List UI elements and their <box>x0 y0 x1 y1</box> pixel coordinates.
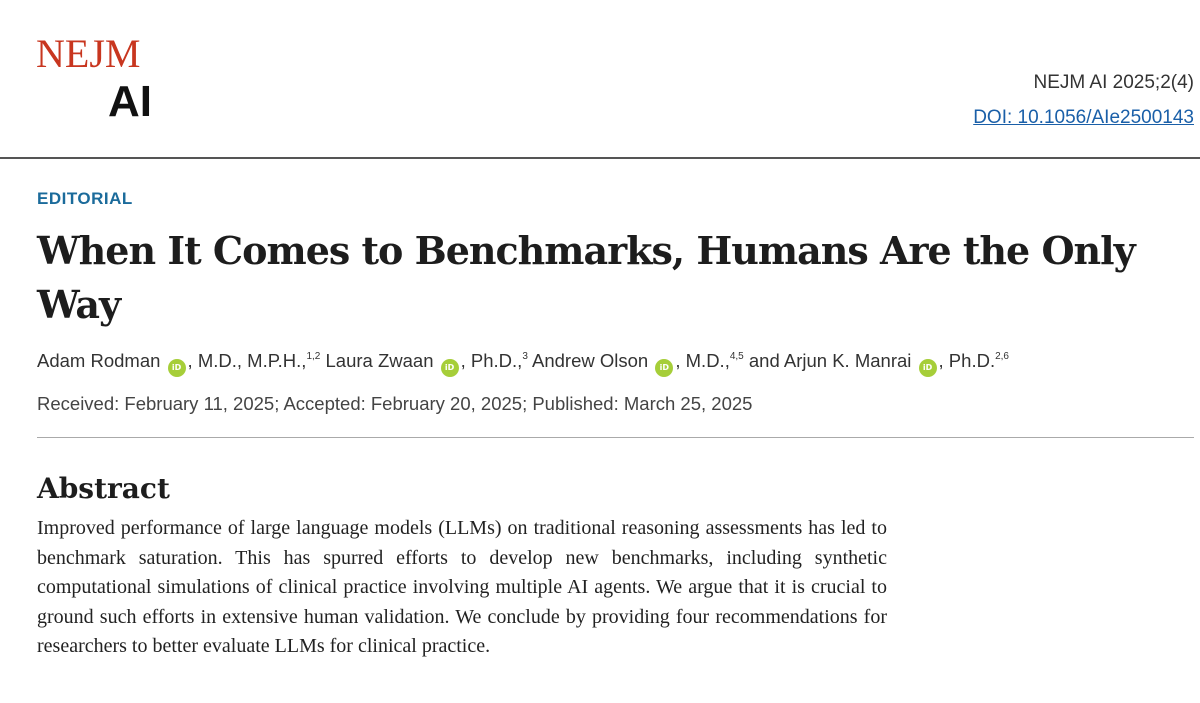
logo-ai-text: AI <box>108 77 152 126</box>
author-conjunction: and <box>748 350 780 371</box>
author-degrees: , M.D., M.P.H., <box>187 350 307 371</box>
orcid-icon[interactable]: iD <box>655 359 673 377</box>
journal-logo[interactable] <box>36 31 176 134</box>
author-name[interactable]: Arjun K. Manrai <box>783 350 912 371</box>
author-degrees: , Ph.D. <box>938 350 996 371</box>
logo-nejm-text: NEJM <box>36 31 141 76</box>
section-divider <box>37 437 1194 438</box>
section-label: EDITORIAL <box>37 189 133 208</box>
author-affiliation: 4,5 <box>729 351 744 362</box>
author-affiliation: 2,6 <box>995 351 1009 362</box>
author-affiliation: 1,2 <box>306 351 321 362</box>
author-name[interactable]: Adam Rodman <box>37 350 161 371</box>
orcid-icon[interactable]: iD <box>919 359 937 377</box>
journal-reference: NEJM AI 2025;2(4) <box>1033 72 1194 93</box>
abstract-heading: Abstract <box>37 472 170 505</box>
abstract-body: Improved performance of large language models (LLMs) on traditional reasoning assessments has led to benchmark saturation. This has spurred efforts to develop new benchmarks, including synthetic computational simulations of clinical practice involving multiple AI agents. We argue that it is crucial to ground such efforts in extensive human validation. We conclude by providing four recommendations for researchers to better evaluate LLMs for clinical practice. <box>37 517 887 657</box>
author-affiliation: 3 <box>522 351 528 362</box>
orcid-icon[interactable]: iD <box>441 359 459 377</box>
author-degrees: , M.D., <box>675 350 730 371</box>
author-degrees: , Ph.D., <box>460 350 523 371</box>
orcid-icon[interactable]: iD <box>168 359 186 377</box>
doi-link[interactable]: DOI: 10.1056/AIe2500143 <box>973 107 1194 128</box>
author-name[interactable]: Andrew Olson <box>532 350 649 371</box>
author-list <box>37 344 1187 377</box>
author-name[interactable]: Laura Zwaan <box>325 350 434 371</box>
article-title: When It Comes to Benchmarks, Humans Are the Only Way <box>37 228 1135 327</box>
header-divider <box>0 157 1200 159</box>
publication-dates: Received: February 11, 2025; Accepted: February 20, 2025; Published: March 25, 2025 <box>37 393 753 414</box>
